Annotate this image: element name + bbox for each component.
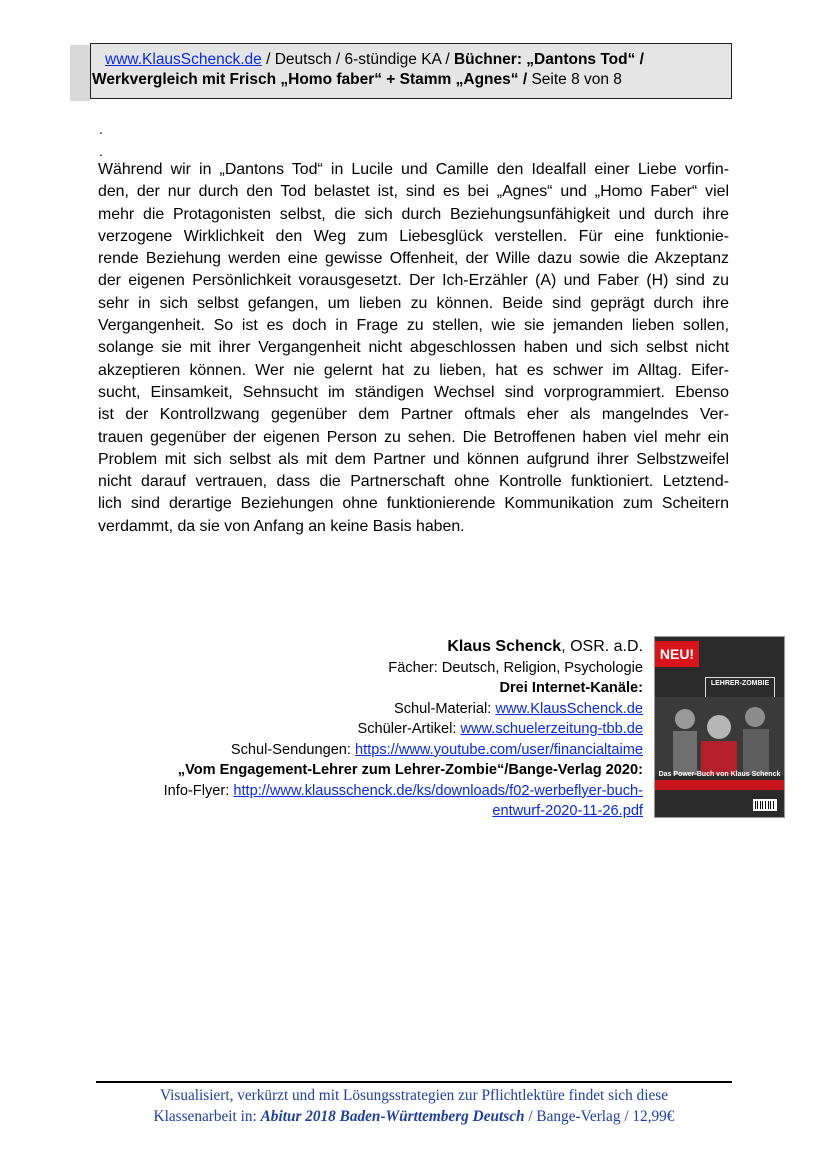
body-line: sucht, Einsamkeit, Sehnsucht im ständigen Wechsel sind vorprogrammiert. Ebenso — [98, 383, 729, 401]
body-paragraph — [98, 159, 729, 538]
footer-prefix: Klassenarbeit in: — [153, 1108, 261, 1125]
body-line: ist der Kontrollzwang gegenüber dem Partner oftmals eher als mangelndes Ver- — [98, 406, 729, 424]
page-info: Seite 8 von 8 — [527, 71, 622, 88]
body-line: der eigenen Persönlichkeit vorausgesetzt. Der Ich-Erzähler (A) und Faber (H) sind zu — [98, 272, 729, 290]
barcode-icon — [753, 799, 777, 811]
cover-band — [655, 780, 784, 790]
dot-marker: . — [99, 121, 103, 137]
author-title: , OSR. a.D. — [561, 638, 643, 655]
body-line: sehr in sich selbst gefangen, um lieben zu können. Beide sind geprägt durch ihre — [98, 294, 729, 312]
material-label: Schul-Material: — [393, 700, 496, 717]
author-name: Klaus Schenck — [447, 638, 562, 655]
footer-suffix: / Bange-Verlag / 12,99€ — [524, 1108, 675, 1125]
flyer-link-continued[interactable]: entwurf-2020-11-26.pdf — [492, 803, 643, 819]
body-line: solange sie mit ihrer Vergangenheit nicht abgeschlossen haben und sich selbst nicht — [98, 339, 729, 357]
footer-divider — [96, 1081, 732, 1083]
footer-book-title: Abitur 2018 Baden-Württemberg Deutsch — [260, 1108, 525, 1125]
cover-illustration — [655, 697, 784, 775]
body-line: verzogene Wirklichkeit den Weg zum Liebesglück verstellen. Für eine funktionie- — [98, 227, 729, 245]
cover-title: LEHRER-ZOMBIE — [705, 677, 775, 705]
header-line-1 — [105, 50, 731, 70]
author-block — [120, 637, 643, 822]
channels-heading: Drei Internet-Kanäle: — [499, 680, 643, 696]
body-line: Problem mit sich selbst als mit dem Partner und können aufgrund ihrer Selbstzweifel — [98, 450, 729, 468]
body-line: nicht darauf vertrauen, dass die Partnerschaft ohne Kontrolle funktioniert. Letztend- — [98, 473, 729, 491]
body-line: verdammt, da sie von Anfang an keine Basis haben. — [98, 517, 465, 535]
articles-label: Schüler-Artikel: — [357, 721, 461, 737]
flyer-link[interactable]: http://www.klausschenck.de/ks/downloads/f02-werbeflyer-buch- — [233, 782, 643, 799]
material-link[interactable]: www.KlausSchenck.de — [495, 700, 643, 717]
header-line-2 — [92, 70, 731, 90]
body-line: lich sind derartige Beziehungen ohne funktionierende Kommunikation zum Scheitern — [98, 495, 729, 513]
header-shadow — [70, 45, 90, 101]
header-title-2: Werkvergleich mit Frisch „Homo faber“ + Stamm „Agnes“ / — [92, 71, 528, 88]
cover-subtitle: Das Power-Buch von Klaus Schenck — [658, 771, 781, 778]
page-footer — [96, 1085, 732, 1127]
body-line: akzeptieren können. Wer nie gelernt hat zu lieben, hat es schwer im Alltag. Eifer- — [98, 361, 729, 379]
body-line: trauen gegenüber der eigenen Person zu sehen. Die Betroffenen haben viel mehr ein — [98, 428, 729, 446]
site-link[interactable]: www.KlausSchenck.de — [105, 51, 262, 68]
body-line: Während wir in „Dantons Tod“ in Lucile und Camille den Idealfall einer Liebe vorfin- — [98, 161, 729, 178]
book-title: „Vom Engagement-Lehrer zum Lehrer-Zombie“/Bange-Verlag 2020: — [177, 762, 643, 778]
dot-marker: . — [99, 143, 103, 159]
footer-line-1: Visualisiert, verkürzt und mit Lösungsstrategien zur Pflichtlektüre findet sich diese — [159, 1087, 668, 1104]
body-line: mehr die Protagonisten selbst, die sich durch Beziehungsunfähigkeit und durch ihre — [98, 205, 729, 223]
footer-line-2 — [96, 1106, 732, 1127]
broadcasts-link[interactable]: https://www.youtube.com/user/financialtaime — [355, 741, 643, 758]
header-title-1: Büchner: „Dantons Tod“ / — [453, 51, 644, 68]
articles-link[interactable]: www.schuelerzeitung-tbb.de — [460, 721, 643, 737]
flyer-label: Info-Flyer: — [163, 782, 234, 799]
broadcasts-label: Schul-Sendungen: — [230, 741, 356, 758]
body-line: den, der nur durch den Tod belastet ist, sind es bei „Agnes“ und „Homo Faber“ viel — [98, 183, 729, 201]
page-header — [90, 43, 732, 99]
header-mid-text: / Deutsch / 6-stündige KA / — [261, 51, 454, 68]
new-badge: NEU! — [655, 641, 699, 667]
author-subjects: Fächer: Deutsch, Religion, Psychologie — [388, 659, 643, 676]
book-cover-image — [655, 637, 784, 817]
body-line: Vergangenheit. So ist es doch in Frage zu stellen, wie sie jemanden lieben sollen, — [98, 317, 729, 335]
body-line: rende Beziehung werden eine gewisse Offenheit, der Wille dazu sowie die Akzeptanz — [98, 250, 729, 268]
